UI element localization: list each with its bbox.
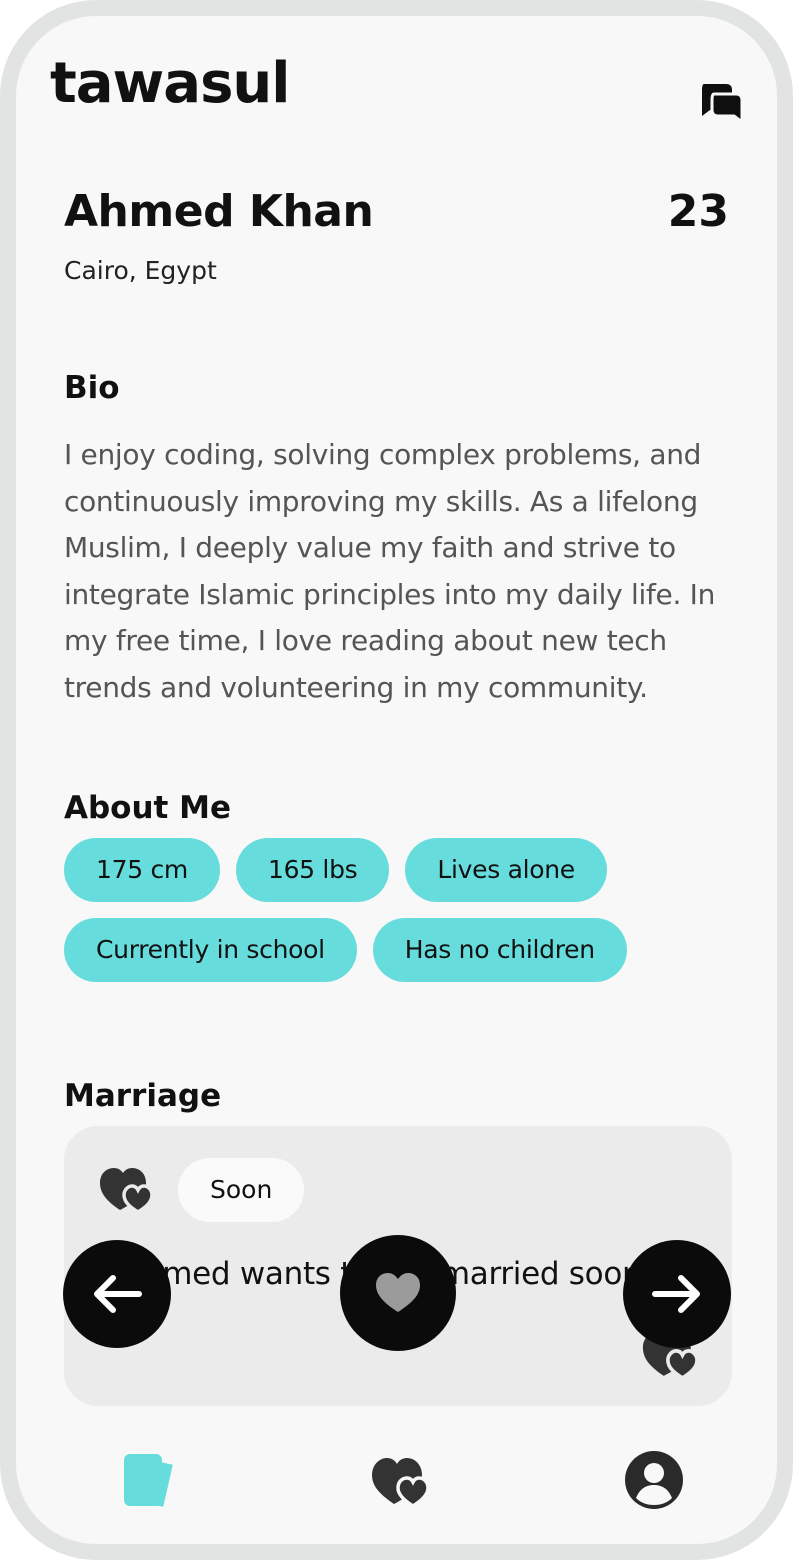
- chip-children: Has no children: [373, 918, 627, 982]
- like-button[interactable]: [340, 1235, 456, 1351]
- chip-weight: 165 lbs: [236, 838, 389, 902]
- marriage-text: Ahmed wants married soon: [122, 1256, 642, 1292]
- matches-hearts-icon[interactable]: [370, 1454, 432, 1508]
- chip-height: 175 cm: [64, 838, 220, 902]
- arrow-left-icon: [91, 1274, 143, 1314]
- double-heart-icon: [98, 1164, 156, 1214]
- about-me-heading: About Me: [64, 790, 232, 826]
- chat-bubbles-icon[interactable]: [696, 78, 744, 126]
- profile-name: Ahmed Khan: [64, 186, 374, 237]
- profile-icon[interactable]: [624, 1450, 684, 1510]
- previous-profile-button[interactable]: [63, 1240, 171, 1348]
- bio-text: I enjoy coding, solving complex problems, and continuously improving my skills. As a lifelong Muslim, I deeply value my faith and strive to integrate Islamic principles into my daily life. In my free time, I love reading about new tech trends and volunteering in my community.: [64, 438, 716, 704]
- marriage-timing-tag: Soon: [178, 1158, 304, 1222]
- arrow-right-icon: [651, 1274, 703, 1314]
- about-me-chips: [64, 838, 704, 982]
- marriage-heading: Marriage: [64, 1078, 222, 1114]
- app-logo: tawasul: [50, 51, 290, 116]
- profile-location: Cairo, Egypt: [64, 256, 217, 285]
- heart-icon: [374, 1272, 422, 1314]
- chip-living: Lives alone: [405, 838, 607, 902]
- bio-heading: Bio: [64, 370, 120, 406]
- chip-education: Currently in school: [64, 918, 357, 982]
- next-profile-button[interactable]: [623, 1240, 731, 1348]
- cards-icon[interactable]: [120, 1450, 180, 1510]
- profile-age: 23: [667, 186, 729, 237]
